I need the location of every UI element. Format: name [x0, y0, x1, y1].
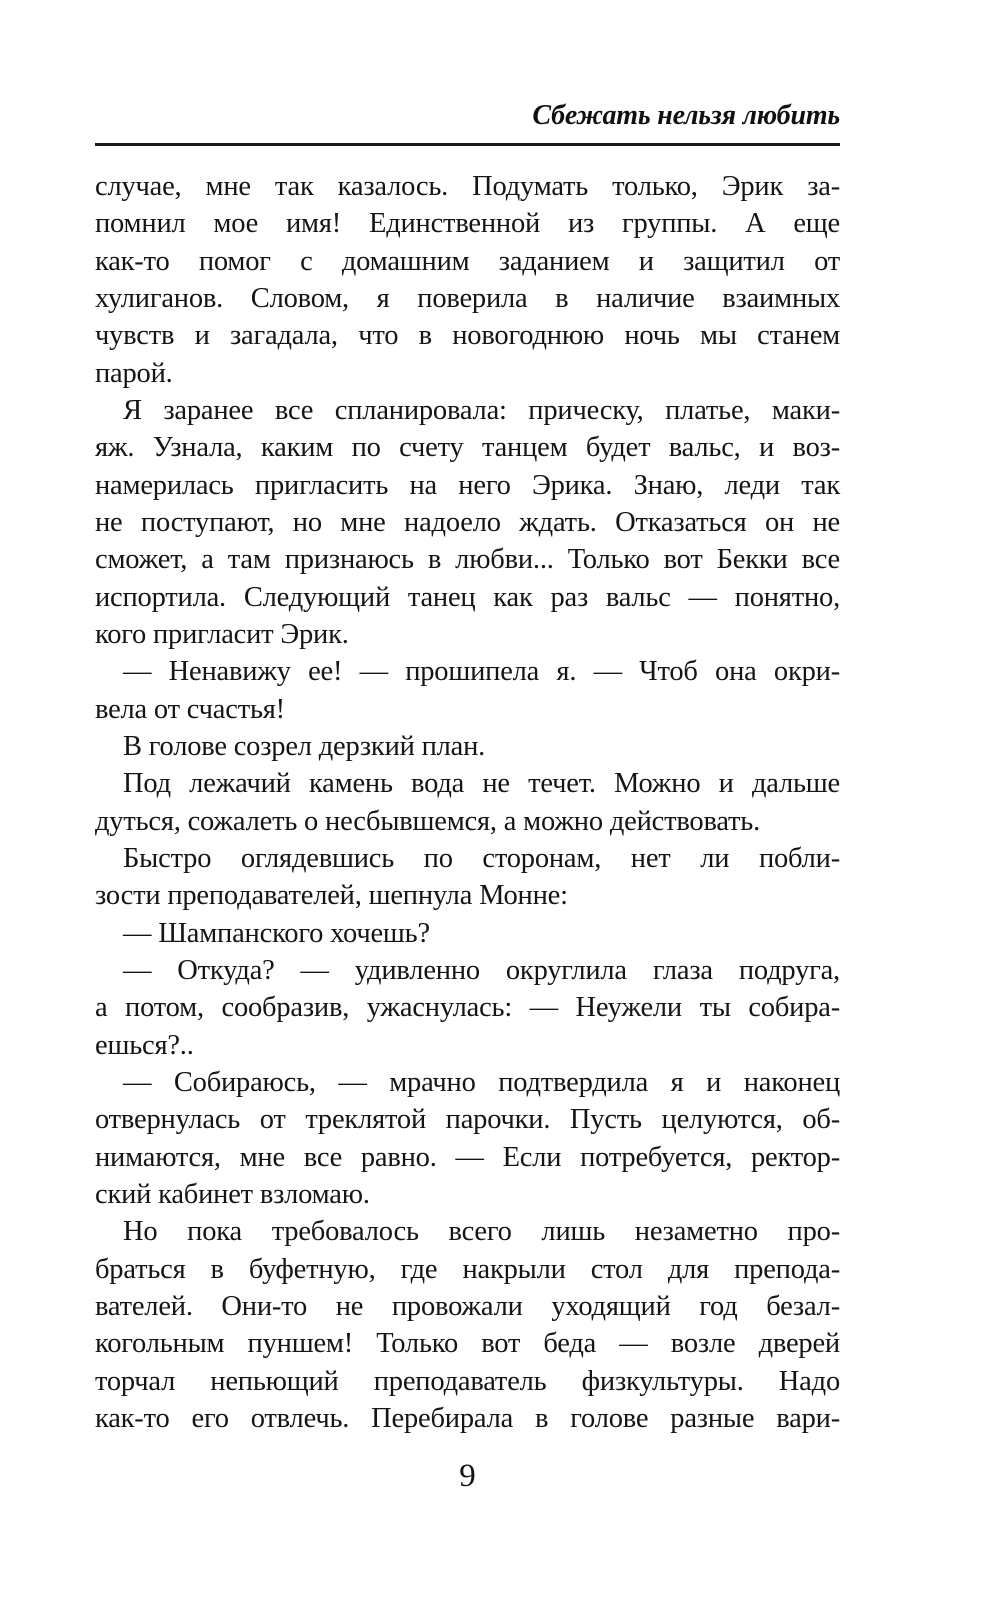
text-line: не поступают, но мне надоело ждать. Отказаться он не — [95, 506, 840, 538]
text-line: ешься?.. — [95, 1029, 194, 1061]
text-line: нимаются, мне все равно. — Если потребуется, ректор- — [95, 1141, 840, 1173]
text-line: чувств и загадала, что в новогоднюю ночь мы станем — [95, 320, 840, 352]
text-line: кого пригласит Эрик. — [95, 618, 349, 650]
text-line: испортила. Следующий танец как раз вальс — понятно, — [95, 581, 840, 613]
text-line: — Шампанского хочешь? — [123, 917, 430, 949]
text-line: В голове созрел дерзкий план. — [123, 730, 486, 762]
text-line: ский кабинет взломаю. — [95, 1178, 370, 1210]
text-line: как-то помог с домашним заданием и защитил от — [95, 245, 840, 277]
text-line: намерилась пригласить на него Эрика. Знаю, леди так — [95, 469, 840, 501]
text-line: случае, мне так казалось. Подумать только, Эрик за- — [95, 171, 840, 202]
text-line: — Откуда? — удивленно округлила глаза подруга, — [123, 954, 840, 986]
running-head — [95, 100, 840, 132]
text-line: отвернулась от треклятой парочки. Пусть целуются, об- — [95, 1104, 840, 1136]
text-line: браться в буфетную, где накрыли стол для препода- — [95, 1253, 840, 1285]
page-number: 9 — [459, 1458, 476, 1494]
text-line: хулиганов. Словом, я поверила в наличие взаимных — [95, 282, 840, 314]
running-head-title: Сбежать нельзя любить — [532, 100, 840, 131]
text-line: парой. — [95, 357, 173, 389]
text-line: Я заранее все спланировала: прическу, платье, маки- — [123, 394, 840, 426]
text-line: торчал непьющий преподаватель физкультуры. Надо — [95, 1365, 840, 1397]
text-line: помнил мое имя! Единственной из группы. А еще — [95, 208, 840, 240]
header-rule — [95, 143, 840, 146]
text-line: сможет, а там признаюсь в любви... Только вот Бекки все — [95, 544, 840, 576]
text-line: — Собираюсь, — мрачно подтвердила я и наконец — [123, 1066, 840, 1098]
text-line: вателей. Они-то не провожали уходящий год безал- — [95, 1290, 840, 1322]
text-line: зости преподавателей, шепнула Монне: — [95, 880, 568, 912]
text-line: яж. Узнала, каким по счету танцем будет вальс, и воз- — [95, 432, 840, 464]
text-line: Быстро оглядевшись по сторонам, нет ли побли- — [123, 842, 840, 874]
text-line: — Ненавижу ее! — прошипела я. — Чтоб она окри- — [123, 656, 840, 688]
text-line: Но пока требовалось всего лишь незаметно про- — [123, 1216, 840, 1248]
text-block — [95, 168, 840, 1437]
text-line: вела от счастья! — [95, 693, 285, 725]
text-line: Под лежачий камень вода не течет. Можно и дальше — [123, 768, 840, 800]
text-line: когольным пуншем! Только вот беда — возле дверей — [95, 1328, 840, 1360]
text-line: а потом, сообразив, ужаснулась: — Неужели ты собира- — [95, 992, 840, 1024]
text-line: как-то его отвлечь. Перебирала в голове разные вари- — [95, 1402, 840, 1434]
text-line: дуться, сожалеть о несбывшемся, а можно действовать. — [95, 805, 761, 837]
